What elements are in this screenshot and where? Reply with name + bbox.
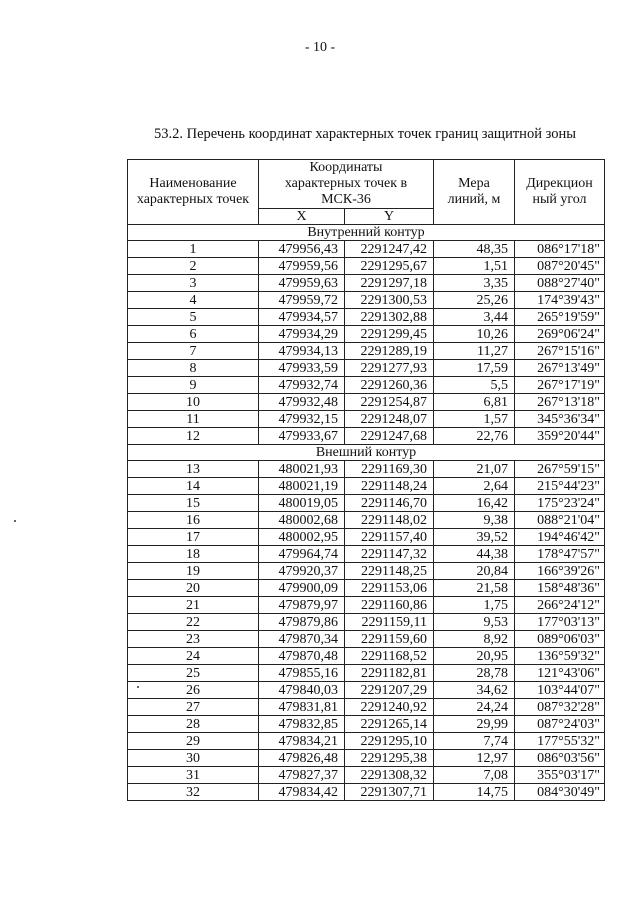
section-title: Внешний контур bbox=[128, 445, 605, 461]
table-row bbox=[128, 648, 605, 665]
document-title: 53.2. Перечень координат характерных точек границ защитной зоны bbox=[154, 126, 576, 142]
y-coordinate-cell: 2291207,29 bbox=[345, 682, 434, 699]
point-cell: 21 bbox=[128, 597, 259, 614]
line-length-cell: 3,44 bbox=[434, 309, 515, 326]
line-length-cell: 25,26 bbox=[434, 292, 515, 309]
section-row bbox=[128, 225, 605, 241]
table-row bbox=[128, 597, 605, 614]
y-coordinate-cell: 2291289,19 bbox=[345, 343, 434, 360]
line-length-cell: 21,07 bbox=[434, 461, 515, 478]
table-row bbox=[128, 411, 605, 428]
direction-angle-cell: 103°44'07" bbox=[515, 682, 605, 699]
direction-angle-cell: 177°55'32" bbox=[515, 733, 605, 750]
point-cell: 23 bbox=[128, 631, 259, 648]
y-coordinate-cell: 2291160,86 bbox=[345, 597, 434, 614]
x-coordinate-cell: 479827,37 bbox=[259, 767, 345, 784]
point-cell: 18 bbox=[128, 546, 259, 563]
y-coordinate-cell: 2291295,38 bbox=[345, 750, 434, 767]
table-row bbox=[128, 478, 605, 495]
table-row bbox=[128, 784, 605, 801]
point-cell: 2 bbox=[128, 258, 259, 275]
direction-angle-cell: 121°43'06" bbox=[515, 665, 605, 682]
line-length-cell: 1,51 bbox=[434, 258, 515, 275]
x-coordinate-cell: 479840,03 bbox=[259, 682, 345, 699]
point-cell: 17 bbox=[128, 529, 259, 546]
line-length-cell: 7,74 bbox=[434, 733, 515, 750]
x-coordinate-cell: 479834,42 bbox=[259, 784, 345, 801]
point-cell: 19 bbox=[128, 563, 259, 580]
point-cell: 28 bbox=[128, 716, 259, 733]
direction-angle-cell: 266°24'12" bbox=[515, 597, 605, 614]
y-coordinate-cell: 2291240,92 bbox=[345, 699, 434, 716]
line-length-cell: 5,5 bbox=[434, 377, 515, 394]
direction-angle-cell: 087°32'28" bbox=[515, 699, 605, 716]
y-coordinate-cell: 2291302,88 bbox=[345, 309, 434, 326]
direction-angle-cell: 267°13'18" bbox=[515, 394, 605, 411]
x-coordinate-cell: 479956,43 bbox=[259, 241, 345, 258]
line-length-cell: 8,92 bbox=[434, 631, 515, 648]
table-row bbox=[128, 699, 605, 716]
direction-angle-cell: 267°15'16" bbox=[515, 343, 605, 360]
y-coordinate-cell: 2291248,07 bbox=[345, 411, 434, 428]
x-coordinate-cell: 479855,16 bbox=[259, 665, 345, 682]
x-coordinate-cell: 479964,74 bbox=[259, 546, 345, 563]
table-row bbox=[128, 343, 605, 360]
line-length-cell: 21,58 bbox=[434, 580, 515, 597]
line-length-cell: 7,08 bbox=[434, 767, 515, 784]
direction-angle-cell: 174°39'43" bbox=[515, 292, 605, 309]
direction-angle-cell: 084°30'49" bbox=[515, 784, 605, 801]
line-length-cell: 20,84 bbox=[434, 563, 515, 580]
scan-speck bbox=[137, 686, 139, 688]
x-coordinate-cell: 480002,95 bbox=[259, 529, 345, 546]
line-length-cell: 34,62 bbox=[434, 682, 515, 699]
y-coordinate-cell: 2291300,53 bbox=[345, 292, 434, 309]
table-row bbox=[128, 275, 605, 292]
y-coordinate-cell: 2291254,87 bbox=[345, 394, 434, 411]
line-length-cell: 14,75 bbox=[434, 784, 515, 801]
direction-angle-cell: 088°27'40" bbox=[515, 275, 605, 292]
point-cell: 14 bbox=[128, 478, 259, 495]
point-cell: 9 bbox=[128, 377, 259, 394]
line-length-cell: 22,76 bbox=[434, 428, 515, 445]
point-cell: 26 bbox=[128, 682, 259, 699]
header-y: Y bbox=[345, 209, 434, 225]
line-length-cell: 9,53 bbox=[434, 614, 515, 631]
section-title: Внутренний контур bbox=[128, 225, 605, 241]
y-coordinate-cell: 2291146,70 bbox=[345, 495, 434, 512]
direction-angle-cell: 265°19'59" bbox=[515, 309, 605, 326]
point-cell: 8 bbox=[128, 360, 259, 377]
table-row bbox=[128, 682, 605, 699]
x-coordinate-cell: 480021,93 bbox=[259, 461, 345, 478]
line-length-cell: 39,52 bbox=[434, 529, 515, 546]
y-coordinate-cell: 2291148,25 bbox=[345, 563, 434, 580]
x-coordinate-cell: 479932,74 bbox=[259, 377, 345, 394]
x-coordinate-cell: 480021,19 bbox=[259, 478, 345, 495]
line-length-cell: 20,95 bbox=[434, 648, 515, 665]
point-cell: 16 bbox=[128, 512, 259, 529]
direction-angle-cell: 269°06'24" bbox=[515, 326, 605, 343]
y-coordinate-cell: 2291148,02 bbox=[345, 512, 434, 529]
y-coordinate-cell: 2291168,52 bbox=[345, 648, 434, 665]
point-cell: 7 bbox=[128, 343, 259, 360]
table-row bbox=[128, 631, 605, 648]
x-coordinate-cell: 479900,09 bbox=[259, 580, 345, 597]
point-cell: 31 bbox=[128, 767, 259, 784]
direction-angle-cell: 359°20'44" bbox=[515, 428, 605, 445]
line-length-cell: 3,35 bbox=[434, 275, 515, 292]
line-length-cell: 17,59 bbox=[434, 360, 515, 377]
y-coordinate-cell: 2291265,14 bbox=[345, 716, 434, 733]
direction-angle-cell: 175°23'24" bbox=[515, 495, 605, 512]
point-cell: 22 bbox=[128, 614, 259, 631]
y-coordinate-cell: 2291157,40 bbox=[345, 529, 434, 546]
scan-speck bbox=[14, 520, 16, 522]
x-coordinate-cell: 479920,37 bbox=[259, 563, 345, 580]
line-length-cell: 1,57 bbox=[434, 411, 515, 428]
header-point-name: Наименование характерных точек bbox=[128, 160, 259, 225]
direction-angle-cell: 087°24'03" bbox=[515, 716, 605, 733]
section-row bbox=[128, 445, 605, 461]
line-length-cell: 48,35 bbox=[434, 241, 515, 258]
coordinates-table-body bbox=[128, 225, 605, 801]
x-coordinate-cell: 479879,97 bbox=[259, 597, 345, 614]
line-length-cell: 12,97 bbox=[434, 750, 515, 767]
point-cell: 15 bbox=[128, 495, 259, 512]
y-coordinate-cell: 2291308,32 bbox=[345, 767, 434, 784]
line-length-cell: 44,38 bbox=[434, 546, 515, 563]
x-coordinate-cell: 479934,57 bbox=[259, 309, 345, 326]
y-coordinate-cell: 2291159,60 bbox=[345, 631, 434, 648]
direction-angle-cell: 267°13'49" bbox=[515, 360, 605, 377]
line-length-cell: 9,38 bbox=[434, 512, 515, 529]
x-coordinate-cell: 479832,85 bbox=[259, 716, 345, 733]
y-coordinate-cell: 2291299,45 bbox=[345, 326, 434, 343]
y-coordinate-cell: 2291247,42 bbox=[345, 241, 434, 258]
header-x: X bbox=[259, 209, 345, 225]
point-cell: 12 bbox=[128, 428, 259, 445]
point-cell: 1 bbox=[128, 241, 259, 258]
point-cell: 4 bbox=[128, 292, 259, 309]
x-coordinate-cell: 479959,72 bbox=[259, 292, 345, 309]
y-coordinate-cell: 2291147,32 bbox=[345, 546, 434, 563]
point-cell: 3 bbox=[128, 275, 259, 292]
point-cell: 30 bbox=[128, 750, 259, 767]
table-row bbox=[128, 665, 605, 682]
direction-angle-cell: 166°39'26" bbox=[515, 563, 605, 580]
table-row bbox=[128, 529, 605, 546]
table-row bbox=[128, 377, 605, 394]
header-coordinates: Координаты характерных точек в МСК-36 bbox=[259, 160, 434, 209]
table-row bbox=[128, 326, 605, 343]
direction-angle-cell: 267°59'15" bbox=[515, 461, 605, 478]
point-cell: 13 bbox=[128, 461, 259, 478]
x-coordinate-cell: 479831,81 bbox=[259, 699, 345, 716]
direction-angle-cell: 177°03'13" bbox=[515, 614, 605, 631]
direction-angle-cell: 345°36'34" bbox=[515, 411, 605, 428]
line-length-cell: 29,99 bbox=[434, 716, 515, 733]
table-row bbox=[128, 360, 605, 377]
x-coordinate-cell: 480019,05 bbox=[259, 495, 345, 512]
direction-angle-cell: 087°20'45" bbox=[515, 258, 605, 275]
table-row bbox=[128, 546, 605, 563]
table-row bbox=[128, 292, 605, 309]
x-coordinate-cell: 479870,48 bbox=[259, 648, 345, 665]
direction-angle-cell: 088°21'04" bbox=[515, 512, 605, 529]
y-coordinate-cell: 2291153,06 bbox=[345, 580, 434, 597]
x-coordinate-cell: 479959,63 bbox=[259, 275, 345, 292]
x-coordinate-cell: 479932,48 bbox=[259, 394, 345, 411]
line-length-cell: 1,75 bbox=[434, 597, 515, 614]
y-coordinate-cell: 2291277,93 bbox=[345, 360, 434, 377]
line-length-cell: 16,42 bbox=[434, 495, 515, 512]
y-coordinate-cell: 2291182,81 bbox=[345, 665, 434, 682]
page-number: - 10 - bbox=[304, 40, 336, 55]
direction-angle-cell: 158°48'36" bbox=[515, 580, 605, 597]
table-row bbox=[128, 461, 605, 478]
x-coordinate-cell: 479933,59 bbox=[259, 360, 345, 377]
header-direction-angle: Дирекцион ный угол bbox=[515, 160, 605, 225]
table-row bbox=[128, 512, 605, 529]
y-coordinate-cell: 2291297,18 bbox=[345, 275, 434, 292]
x-coordinate-cell: 479834,21 bbox=[259, 733, 345, 750]
table-row bbox=[128, 495, 605, 512]
table-row bbox=[128, 614, 605, 631]
point-cell: 11 bbox=[128, 411, 259, 428]
y-coordinate-cell: 2291247,68 bbox=[345, 428, 434, 445]
line-length-cell: 10,26 bbox=[434, 326, 515, 343]
direction-angle-cell: 086°03'56" bbox=[515, 750, 605, 767]
x-coordinate-cell: 479959,56 bbox=[259, 258, 345, 275]
direction-angle-cell: 089°06'03" bbox=[515, 631, 605, 648]
table-row bbox=[128, 767, 605, 784]
point-cell: 24 bbox=[128, 648, 259, 665]
y-coordinate-cell: 2291295,67 bbox=[345, 258, 434, 275]
y-coordinate-cell: 2291295,10 bbox=[345, 733, 434, 750]
x-coordinate-cell: 479932,15 bbox=[259, 411, 345, 428]
point-cell: 10 bbox=[128, 394, 259, 411]
direction-angle-cell: 215°44'23" bbox=[515, 478, 605, 495]
table-row bbox=[128, 394, 605, 411]
point-cell: 20 bbox=[128, 580, 259, 597]
point-cell: 6 bbox=[128, 326, 259, 343]
x-coordinate-cell: 479934,29 bbox=[259, 326, 345, 343]
direction-angle-cell: 355°03'17" bbox=[515, 767, 605, 784]
direction-angle-cell: 086°17'18" bbox=[515, 241, 605, 258]
direction-angle-cell: 178°47'57" bbox=[515, 546, 605, 563]
line-length-cell: 24,24 bbox=[434, 699, 515, 716]
y-coordinate-cell: 2291260,36 bbox=[345, 377, 434, 394]
y-coordinate-cell: 2291148,24 bbox=[345, 478, 434, 495]
line-length-cell: 6,81 bbox=[434, 394, 515, 411]
point-cell: 32 bbox=[128, 784, 259, 801]
point-cell: 5 bbox=[128, 309, 259, 326]
x-coordinate-cell: 479933,67 bbox=[259, 428, 345, 445]
table-row bbox=[128, 309, 605, 326]
table-row bbox=[128, 563, 605, 580]
y-coordinate-cell: 2291307,71 bbox=[345, 784, 434, 801]
coordinates-table bbox=[127, 159, 605, 801]
x-coordinate-cell: 480002,68 bbox=[259, 512, 345, 529]
table-row bbox=[128, 750, 605, 767]
point-cell: 25 bbox=[128, 665, 259, 682]
line-length-cell: 2,64 bbox=[434, 478, 515, 495]
direction-angle-cell: 194°46'42" bbox=[515, 529, 605, 546]
x-coordinate-cell: 479934,13 bbox=[259, 343, 345, 360]
header-line-length: Мера линий, м bbox=[434, 160, 515, 225]
point-cell: 27 bbox=[128, 699, 259, 716]
x-coordinate-cell: 479879,86 bbox=[259, 614, 345, 631]
table-row bbox=[128, 716, 605, 733]
table-row bbox=[128, 733, 605, 750]
direction-angle-cell: 267°17'19" bbox=[515, 377, 605, 394]
table-row bbox=[128, 241, 605, 258]
table-row bbox=[128, 428, 605, 445]
direction-angle-cell: 136°59'32" bbox=[515, 648, 605, 665]
table-row bbox=[128, 258, 605, 275]
line-length-cell: 28,78 bbox=[434, 665, 515, 682]
table-row bbox=[128, 580, 605, 597]
point-cell: 29 bbox=[128, 733, 259, 750]
line-length-cell: 11,27 bbox=[434, 343, 515, 360]
y-coordinate-cell: 2291169,30 bbox=[345, 461, 434, 478]
x-coordinate-cell: 479826,48 bbox=[259, 750, 345, 767]
y-coordinate-cell: 2291159,11 bbox=[345, 614, 434, 631]
x-coordinate-cell: 479870,34 bbox=[259, 631, 345, 648]
